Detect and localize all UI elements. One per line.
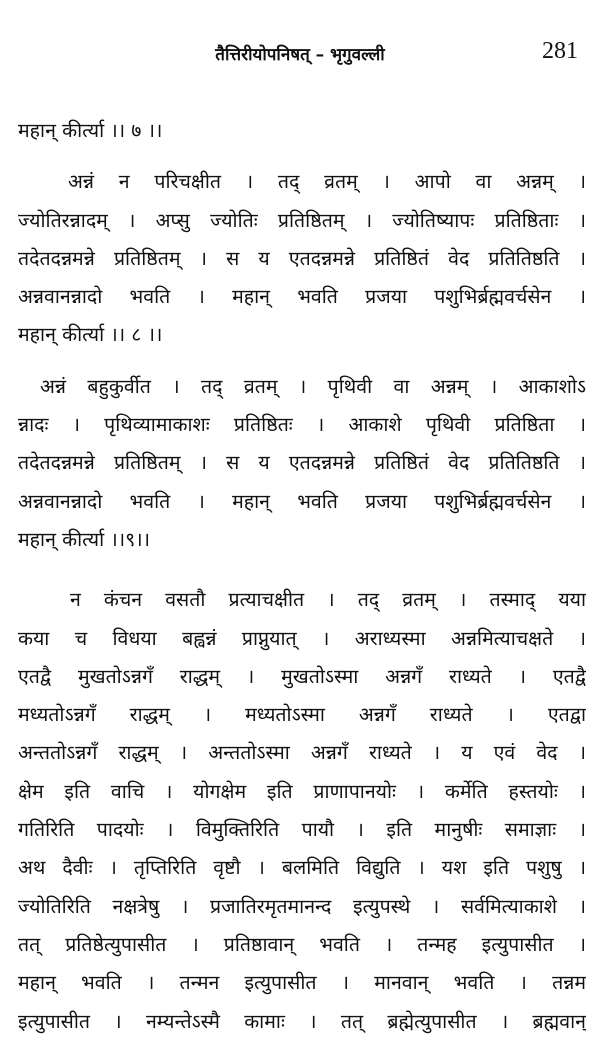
verse-line: क्षेम इति वाचि । योगक्षेम इति प्राणापानयोः । कर्मेति हस्तयोः । (18, 779, 586, 803)
verse-line: अन्ततोऽन्नगँ राद्धम् । अन्ततोऽस्मा अन्नगँ राध्यते । य एवं वेद । (18, 741, 586, 765)
verse-line: कया च विधया बह्वन्नं प्राप्नुयात् । अराध्यस्मा अन्नमित्याचक्षते । (18, 626, 586, 650)
verse-line: तदेतदन्नमन्ने प्रतिष्ठितम् । स य एतदन्नमन्ने प्रतिष्ठितं वेद प्रतितिष्ठति । (18, 246, 586, 270)
verse-line: अन्नं बहुकुर्वीत । तद् व्रतम् । पृथिवी वा अन्नम् । आकाशोऽ (40, 374, 586, 398)
verse-line: अन्नवानन्नादो भवति । महान् भवति प्रजया पशुभिर्ब्रह्मवर्चसेन । (18, 489, 586, 513)
verse-line: महान् कीर्त्या ।।९।। (18, 527, 151, 551)
verse-line: तदेतदन्नमन्ने प्रतिष्ठितम् । स य एतदन्नमन्ने प्रतिष्ठितं वेद प्रतितिष्ठति । (18, 451, 586, 475)
paragraph-spacer (18, 150, 586, 163)
verse-line: अन्नं न परिचक्षीत । तद् व्रतम् । आपो वा अन्नम् । (68, 170, 586, 194)
verse-line: ज्योतिरन्नादम् । अप्सु ज्योतिः प्रतिष्ठितम् । ज्योतिष्यापः प्रतिष्ठिताः । (18, 208, 586, 232)
verse-line: अथ दैवीः । तृप्तिरिति वृष्टौ । बलमिति विद्युति । यश इति पशुषु । (18, 856, 586, 880)
verse-line: एतद्वै मुखतोऽन्नगँ राद्धम् । मुखतोऽस्मा अन्नगँ राध्यते । एतद्वै (18, 664, 586, 688)
verse-line: महान् भवति । तन्मन इत्युपासीत । मानवान् भवति । तन्नम (18, 971, 586, 995)
verse-line: न कंचन वसतौ प्रत्याचक्षीत । तद् व्रतम् । तस्माद् यया (70, 588, 586, 612)
verse-line: महान् कीर्त्या ।। ७ ।। (18, 119, 163, 142)
page-body (18, 112, 586, 1041)
verse-line: महान् कीर्त्या ।। ८ ।। (18, 323, 163, 347)
verse-line: गतिरिति पादयोः । विमुक्तिरिति पायौ । इति मानुषीः समाज्ञाः । (18, 818, 586, 842)
verse-line: मध्यतोऽन्नगँ राद्धम् । मध्यतोऽस्मा अन्नगँ राध्यते । एतद्वा (18, 703, 586, 727)
page-number: 281 (542, 38, 578, 64)
verse-line: अन्नवानन्नादो भवति । महान् भवति प्रजया पशुभिर्ब्रह्मवर्चसेन । (18, 285, 586, 309)
verse-line: ज्योतिरिति नक्षत्रेषु । प्रजातिरमृतमानन्द इत्युपस्थे । सर्वमित्याकाशे । (18, 894, 586, 918)
paragraph-spacer (18, 559, 586, 581)
verse-line: न्नादः । पृथिव्यामाकाशः प्रतिष्ठितः । आकाशे पृथिवी प्रतिष्ठिता । (18, 413, 586, 437)
verse-line: इत्युपासीत । नम्यन्तेऽस्मै कामाः । तत् ब्रह्मेत्युपासीत । ब्रह्मवान् (18, 1009, 586, 1033)
page-header (0, 36, 600, 76)
running-title: तैत्तिरीयोपनिषत् – भृगुवल्ली (215, 45, 385, 65)
verse-line: तत् प्रतिष्ठेत्युपासीत । प्रतिष्ठावान् भवति । तन्मह इत्युपासीत । (18, 932, 586, 956)
paragraph-spacer (18, 355, 586, 368)
